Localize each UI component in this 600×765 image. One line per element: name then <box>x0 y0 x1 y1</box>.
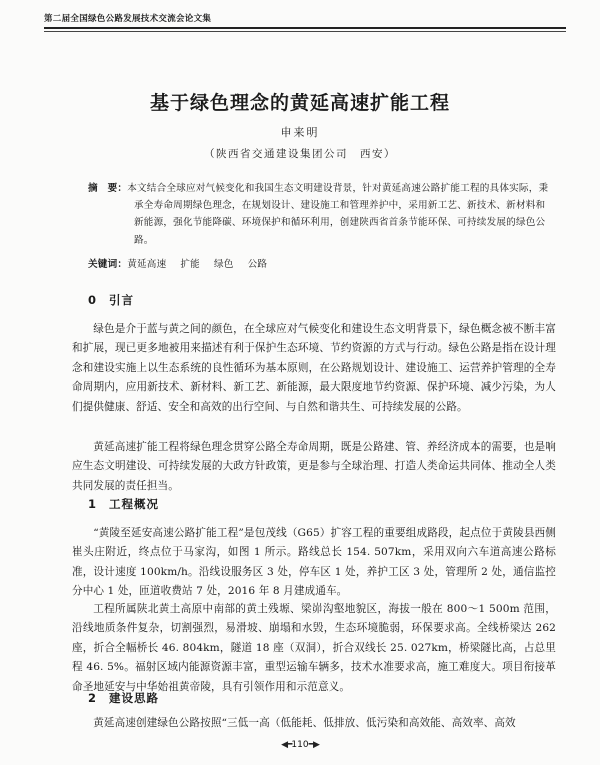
header-rule <box>44 27 566 29</box>
header-rule-thin <box>44 31 566 32</box>
keywords-label: 关键词： <box>88 259 128 270</box>
body-paragraph: 工程所属陕北黄土高原中南部的黄土残塬、梁峁沟壑地貌区，海拔一般在 800～1 500m 范围，沿线地质条件复杂，切割强烈，易滑坡、崩塌和水毁，生态环境脆弱，环保要求高。全线桥梁达 262 座，折合全幅桥长 46. 804km，隧道 18 座（双洞），折合双线长 25. 027km，桥梁隧比高，占总里程 46. 5%。福射区域内能源资源丰富，重型运输车辆多，技术水准要求高，施工难度大。项目衔接革命圣地延安与中华始祖黄帝陵，具有引领作用和示范意义。 <box>72 603 556 693</box>
ornament-left-icon: ◀━ <box>281 740 292 750</box>
page-number: 110 <box>291 740 309 750</box>
abstract-text: 本文结合全球应对气候变化和我国生态文明建设背景，针对黄延高速公路扩能工程的具体实际，秉承全寿命周期绿色理念，在规划设计、建设施工和管理养护中，采用新工艺、新技术、新材料和新能源，强化节能降碳、环境保护和循环利用，创建陕西省首条节能环保、可持续发展的绿色公路。 <box>127 183 549 246</box>
keyword: 绿色 <box>213 259 234 270</box>
section-heading-project-overview <box>88 496 159 512</box>
author-name: 申来明 <box>280 126 320 139</box>
keywords <box>88 256 550 270</box>
body-paragraph: 黄延高速创建绿色公路按照“三低一高（低能耗、低排放、低污染和高效能、高效率、高效 <box>93 717 516 729</box>
abstract <box>88 180 550 249</box>
section-title: 引言 <box>109 293 135 307</box>
section-number: 0 <box>88 293 98 307</box>
section-number: 1 <box>88 497 98 511</box>
abstract-label: 摘 要： <box>88 183 128 194</box>
section-title: 建设思路 <box>109 691 160 705</box>
section-heading-construction-approach <box>88 690 159 706</box>
keyword: 黄延高速 <box>127 259 167 270</box>
page-footer <box>0 740 600 750</box>
section-title: 工程概况 <box>109 497 160 511</box>
author-affiliation: （陕西省交通建设集团公司 西安） <box>204 148 396 160</box>
keyword: 扩能 <box>180 259 200 270</box>
section-heading-introduction <box>88 292 134 308</box>
body-paragraph: 绿色是介于蓝与黄之间的颜色，在全球应对气候变化和建设生态文明背景下，绿色概念被不断丰富和扩展，现已更多地被用来描述有利于保护生态环境、节约资源的方式与行动。绿色公路是指在设计理念和建设实施上以生态系统的良性循环为基本原则，在公路规划设计、建设施工、运营养护管理的全寿命周期内，应用新技术、新材料、新工艺、新能源，最大限度地节约资源、保护环境、减少污染，为人们提供健康、舒适、安全和高效的出行空间、与自然和谐共生、可持续发展的公路。 <box>72 323 556 413</box>
body-paragraph: “黄陵至延安高速公路扩能工程”是包茂线（G65）扩容工程的重要组成路段，起点位于黄陵县西侧崔头庄附近，终点位于马家沟，如图 1 所示。路线总长 154. 507km，采用双向六车道高速公路标准，设计速度 100km/h。沿线设服务区 3 处，停车区 1 处，养护工区 3 处，管理所 2 处，通信监控分中心 1 处，匝道收费站 7 处，2016 年 8 月建成通车。 <box>72 527 556 598</box>
ornament-right-icon: ━▶ <box>308 740 319 750</box>
section-number: 2 <box>88 691 98 705</box>
running-header: 第二届全国绿色公路发展技术交流会论文集 <box>44 14 212 24</box>
paper-title: 基于绿色理念的黄延高速扩能工程 <box>149 92 450 114</box>
keyword: 公路 <box>247 259 268 270</box>
body-paragraph: 黄延高速扩能工程将绿色理念贯穿公路全寿命周期，既是公路建、管、养经济成本的需要，也是响应生态文明建设、可持续发展的大政方针政策，更是参与全球治理、打造人类命运共同体、推动全人类共同发展的责任担当。 <box>72 441 556 492</box>
